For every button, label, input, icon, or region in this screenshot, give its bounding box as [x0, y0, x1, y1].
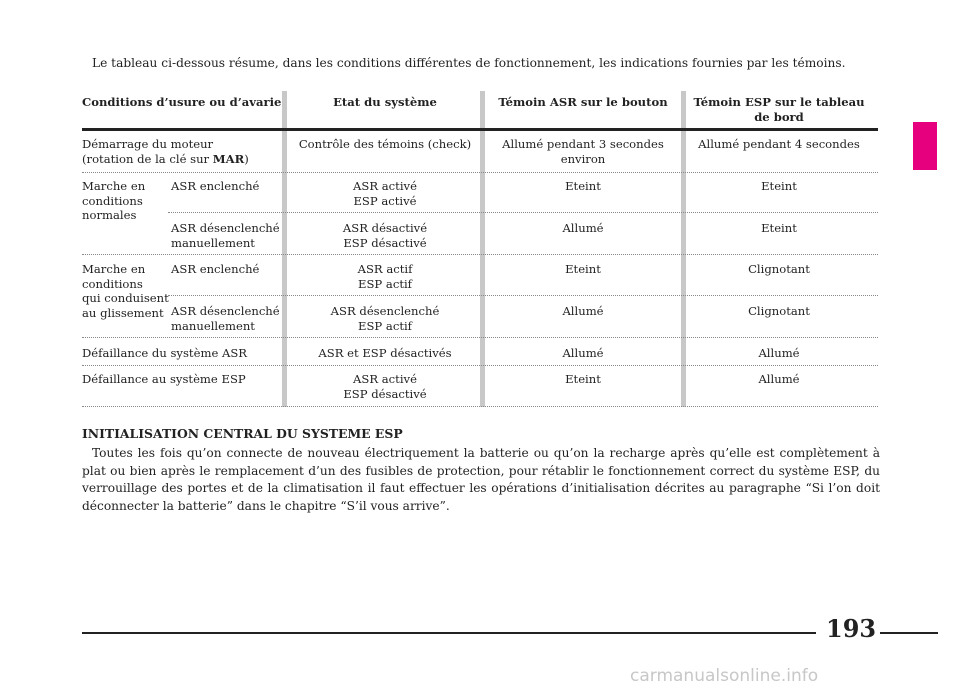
intro-text: Le tableau ci-dessous résume, dans les conditions différentes de fonctionnement, les indications fournies par les témoins.: [92, 56, 846, 70]
row-divider: [168, 212, 878, 213]
row-normal-asr-on: ASR enclenché: [171, 179, 260, 193]
column-separator: [282, 91, 287, 407]
row-slip-asr-off-state: ASR désenclenché ESP actif: [330, 304, 440, 333]
row-slip-asr-off: ASR désenclenché manuellement: [171, 304, 280, 333]
row-normal-asr-on-state: ASR activé ESP activé: [353, 179, 417, 208]
row-slip-asr-off-esp: Clignotant: [748, 304, 810, 318]
row-asr-failure: Défaillance du système ASR: [82, 346, 248, 360]
row-divider: [82, 172, 878, 173]
row-slip-asr-on-esp: Clignotant: [748, 262, 810, 276]
row-normal-asr-off-esp: Eteint: [761, 221, 797, 235]
column-separator: [480, 91, 485, 407]
header-system-state: Etat du système: [333, 95, 437, 109]
row-divider: [82, 254, 878, 255]
row-slip-asr-on-state: ASR actif ESP actif: [357, 262, 413, 291]
row-divider: [168, 295, 878, 296]
row-normal-asr-off-state: ASR désactivé ESP désactivé: [342, 221, 428, 250]
body-paragraph: Toutes les fois qu’on connecte de nouveau électriquement la batterie ou qu’on la recharge après qu’elle est complètement à plat ou bien après le remplacement d’un des fusibles de protection, pour rétablir le fonctionnement correct du système ESP, du verrouillage des portes et de la climatisation il faut effectuer les opérations d’initialisation décrites au paragraphe “Si l’on doit déconnecter la batterie” dans le chapitre “S’il vous arrive”.: [82, 446, 880, 513]
section-title: INITIALISATION CENTRAL DU SYSTEME ESP: [82, 426, 403, 441]
row-esp-failure-asr: Eteint: [565, 372, 601, 386]
row-normal-asr-on-asr: Eteint: [565, 179, 601, 193]
footer-rule: [880, 632, 938, 634]
row-normal-asr-off: ASR désenclenché manuellement: [171, 221, 280, 250]
header-esp-lamp: Témoin ESP sur le tableau de bord: [693, 95, 865, 124]
row-normal-asr-off-asr: Allumé: [562, 221, 604, 235]
row-slip-asr-on-asr: Eteint: [565, 262, 601, 276]
header-rule: [82, 128, 878, 131]
group-normal-condition: Marche en conditions normales: [82, 179, 146, 222]
row-esp-failure-state: ASR activé ESP désactivé: [343, 372, 427, 401]
page-number: 193: [826, 614, 877, 643]
row-slip-asr-on: ASR enclenché: [171, 262, 260, 276]
row-asr-failure-state: ASR et ESP désactivés: [318, 346, 452, 360]
header-conditions: Conditions d’usure ou d’avarie: [82, 95, 282, 109]
column-separator: [681, 91, 686, 407]
row-engine-start-esp: Allumé pendant 4 secondes: [698, 137, 860, 151]
row-engine-start-state: Contrôle des témoins (check): [298, 137, 472, 151]
footer-rule: [82, 632, 816, 634]
row-esp-failure: Défaillance au système ESP: [82, 372, 246, 386]
table-bottom-rule: [82, 406, 878, 407]
row-engine-start-asr: Allumé pendant 3 secondes environ: [502, 137, 664, 166]
row-slip-asr-off-asr: Allumé: [562, 304, 604, 318]
row-divider: [82, 365, 878, 366]
row-asr-failure-esp: Allumé: [758, 346, 800, 360]
watermark: carmanualsonline.info: [630, 666, 819, 686]
row-asr-failure-asr: Allumé: [562, 346, 604, 360]
header-asr-lamp: Témoin ASR sur le bouton: [498, 95, 668, 109]
group-slip-condition: Marche en conditions qui conduisent au glissement: [82, 262, 169, 320]
row-engine-start-condition: Démarrage du moteur (rotation de la clé sur MAR): [82, 137, 249, 166]
row-esp-failure-esp: Allumé: [758, 372, 800, 386]
row-normal-asr-on-esp: Eteint: [761, 179, 797, 193]
row-divider: [82, 337, 878, 338]
chapter-tab-marker: [913, 122, 937, 170]
